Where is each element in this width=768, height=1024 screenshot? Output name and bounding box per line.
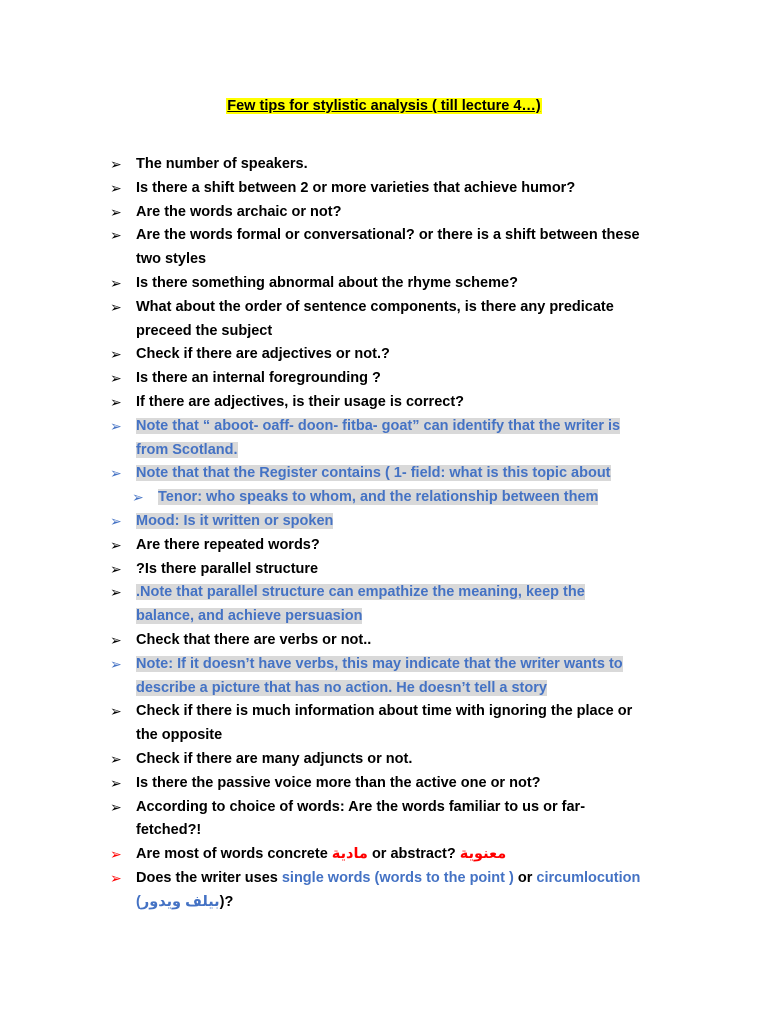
item-line: .Note that parallel structure can empathize the meaning, keep the [136,584,585,601]
item-fragment: ( [136,893,141,910]
arrow-bullet-icon: ➢ [110,227,122,244]
arrow-bullet-icon: ➢ [110,156,122,172]
list-item [110,391,690,415]
list-item [110,653,690,701]
list-item [110,153,690,177]
item-text [136,415,690,463]
list-item [110,629,690,653]
arrow-bullet-icon: ➢ [110,393,122,410]
item-fragment: or [513,869,537,886]
item-text [136,796,690,844]
item-fragment: Are most of words concrete [136,846,332,863]
list-item [110,415,690,463]
list-item [110,177,690,201]
arabic-word: مادية [331,846,368,863]
arrow-bullet-icon: ➢ [110,298,122,315]
item-text: Is there the passive voice more than the active one or not? [136,774,541,791]
list-item [110,867,690,915]
item-text: Is there an internal foregrounding ? [136,370,381,387]
item-line: Mood: Is it written or spoken [136,512,334,529]
list-item [110,510,690,534]
list-item [110,843,690,867]
arrow-bullet-icon: ➢ [110,560,122,577]
arrow-bullet-icon: ➢ [110,703,122,720]
item-line: describe a picture that has no action. He doesn’t tell a story [136,679,547,696]
arrow-bullet-icon: ➢ [110,631,122,648]
item-text [136,700,690,748]
item-text: If there are adjectives, is their usage is correct? [136,393,465,410]
item-text: Check that there are verbs or not.. [136,631,372,648]
item-line: Tenor: who speaks to whom, and the relationship between them [158,489,599,506]
arrow-bullet-icon: ➢ [110,798,122,815]
item-fragment: )? [219,893,234,910]
item-text [136,224,690,272]
arrow-bullet-icon: ➢ [110,869,122,886]
tips-list [110,153,690,915]
item-text [136,867,690,915]
item-line: two styles [136,251,207,268]
arrow-bullet-icon: ➢ [132,489,144,506]
arrow-bullet-icon: ➢ [110,417,122,434]
list-item [110,462,690,486]
arrow-bullet-icon: ➢ [110,536,122,553]
list-item [110,796,690,844]
item-line: balance, and achieve persuasion [136,608,363,625]
item-fragment: single words (words to the point ) [281,869,514,886]
arrow-bullet-icon: ➢ [110,465,122,482]
list-item [110,700,690,748]
item-line: fetched?! [136,822,202,839]
arrow-bullet-icon: ➢ [110,274,122,291]
item-text: Check if there are adjectives or not.? [136,346,390,363]
list-item [110,534,690,558]
item-text: Is there something abnormal about the rhyme scheme? [136,274,518,291]
arrow-bullet-icon: ➢ [110,750,122,767]
arrow-bullet-icon: ➢ [110,774,122,791]
title-text: Few tips for stylistic analysis ( till lecture 4…) [227,98,541,114]
item-text [136,462,690,486]
list-item [110,272,690,296]
item-text [136,296,690,344]
item-text: Are there repeated words? [136,536,320,553]
item-text: Is there a shift between 2 or more varieties that achieve humor? [136,179,576,196]
document-title [0,96,768,116]
item-text: ?Is there parallel structure [136,560,319,577]
item-line: preceed the subject [136,322,273,339]
arrow-bullet-icon: ➢ [110,584,122,601]
item-text [136,510,690,534]
item-fragment: Does the writer uses [136,869,282,886]
item-text: Check if there are many adjuncts or not. [136,750,413,767]
item-line: the opposite [136,727,223,744]
list-item [110,201,690,225]
item-line: Note that “ aboot- oaff- doon- fitba- goat” can identify that the writer is [136,417,621,434]
list-subitem [132,486,690,510]
list-item [110,224,690,272]
list-item [110,296,690,344]
item-line: Check if there is much information about time with ignoring the place or [136,703,633,720]
arrow-bullet-icon: ➢ [110,203,122,220]
item-line: Note that that the Register contains ( 1- field: what is this topic about [136,465,611,482]
list-item [110,581,690,629]
list-item [110,343,690,367]
list-item [110,772,690,796]
arrow-bullet-icon: ➢ [110,655,122,672]
item-line: Note: If it doesn’t have verbs, this may indicate that the writer wants to [136,655,623,672]
item-line: from Scotland. [136,441,238,458]
list-item [110,558,690,582]
item-text [136,653,690,701]
list-item [110,367,690,391]
item-line: Are the words formal or conversational? or there is a shift between these [136,227,640,244]
item-text [158,486,690,510]
arrow-bullet-icon: ➢ [110,370,122,387]
item-fragment: circumlocution [536,869,641,886]
arabic-word: معنوية [459,846,507,863]
item-text: The number of speakers. [136,156,308,172]
list-item [110,748,690,772]
item-line: According to choice of words: Are the words familiar to us or far- [136,798,586,815]
arrow-bullet-icon: ➢ [110,346,122,363]
item-fragment: or abstract? [371,846,460,863]
arabic-word: بيلف ويدور [140,893,220,910]
arrow-bullet-icon: ➢ [110,512,122,529]
arrow-bullet-icon: ➢ [110,179,122,196]
arrow-bullet-icon: ➢ [110,846,122,863]
item-text [136,581,690,629]
item-line: What about the order of sentence components, is there any predicate [136,298,614,315]
item-text: Are the words archaic or not? [136,203,342,220]
item-text [136,843,690,867]
